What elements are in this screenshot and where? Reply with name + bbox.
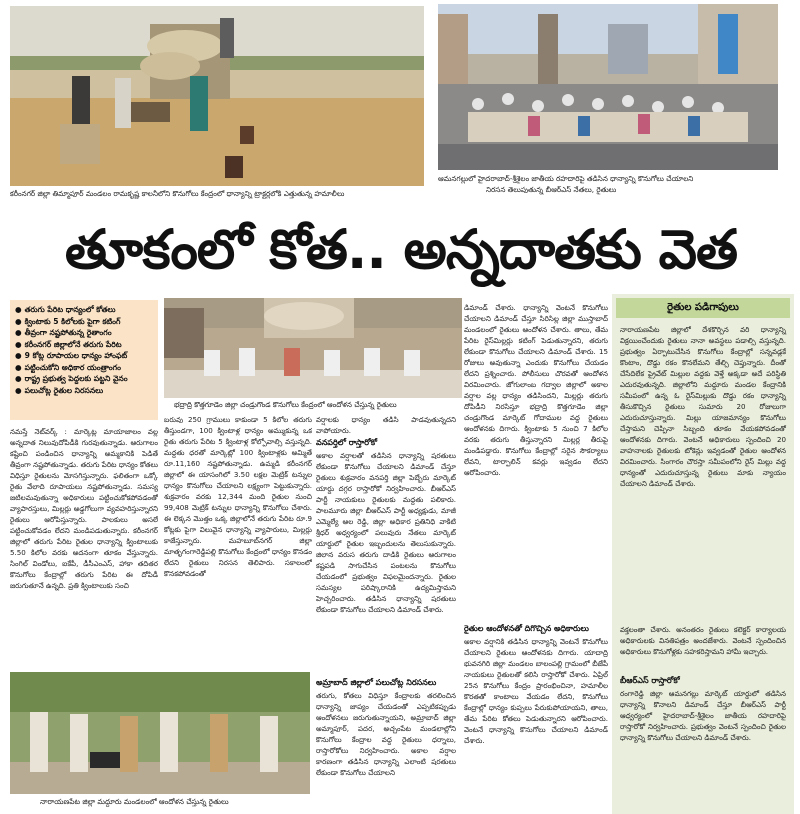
photo-tractor-loading (10, 6, 424, 186)
article-paragraph: నమస్తే నెట్‌వర్క్‌ : మార్కెట్ల మాయాజాలం వల్ల అన్నదాత నిలువుదోపిడీకి గురవుతున్నాడు. ఆరుగాలం కష్టించి పండించిన ధాన్యాన్ని అమ్మకానికి పెడితే తీవ్రంగా నష్టపోతున్నాడు. తరుగు పేరిట ధాన్యం కోతలు విధిస్తూ రైతులను మోసగిస్తున్నారు. ఫలితంగా ఒక్కో రైతు వేలాది రూపాయలు నష్టపోతున్నాడు. సమస్య జటిలమవుతున్నా అధికారులు పట్టించుకోకపోవడంతో వ్యాపారస్తులు, మిల్లర్లు అడ్డగోలుగా వ్యవహరిస్తున్నారని రైతులు ఆరోపిస్తున్నారు. పాలకులు అసలే పట్టించుకోవడం లేదని మండిపడుతున్నారు. కరీంనగర్‌ జిల్లాలో తరుగు పేరిట రైతుల ధాన్యాన్ని క్వింటాలుకు 5.50 కిలోల వరకు అదనంగా తూకం వేస్తున్నారు. సింగిల్‌ విండోలు, ఐకేపీ, డీసీఎంఎస్‌, హాకా తదితర కొనుగోలు కేంద్రాల్లో తరుగు పేరిట ఈ దోపిడీ జరుగుతూనే ఉన్నది. ప్రతి క్వింటాలుకు సంచి (10, 427, 158, 590)
caption-top-right-line2: నిరసన తెలుపుతున్న బీఆర్‌ఎస్‌ నేతలు, రైతులు (486, 185, 617, 194)
highlight-item: ● పలుచోట్ల రైతుల నిరసనలు (15, 385, 104, 395)
sidebar-text (612, 672, 794, 802)
highlight-item: ● క్వింటాకు 5 కిలోలకు పైగా కటింగ్‌ (15, 316, 121, 326)
sidebar-farmers-waiting (612, 294, 794, 814)
subheading-officers: రైతుల ఆందోళనతో దిగొచ్చిన అధికారులు (464, 624, 589, 633)
article-paragraph: అకాల వర్షానికి తడిసిన ధాన్యాన్ని వెంటనే కొనుగోలు చేయాలని రైతులు ఆందోళనకు దిగారు. యాదాద్రి భువనగిరి జిల్లా మండలం బాలంపల్లి గ్రామంలో బీజేపీ నాయకులు రైతులతో కలిసి రాస్తారోకో చేశారు. ఏప్రిల్‌ 25న కొనుగోలు కేంద్రం ప్రారంభించినా, హమాలీల కొరతతో కాంటాలు వేయడం లేదని, కొనుగోలు కేంద్రాల్లో ధాన్యం కుప్పలు పేరుకుపోయాయని, తాలు, తేమ పేరిట కోతలు పెడుతున్నారని ఆరోపించారు. వెంటనే ధాన్యాన్ని కొనుగోలు చేయాలని డిమాండ్‌ చేశారు. (464, 637, 608, 745)
highlight-item: ● 9 కోట్ల రూపాయల ధాన్యం హాంఫట్‌ (15, 351, 128, 360)
article-column-3 (316, 414, 456, 814)
highlight-item: ● తరుగు పేరిట ధాన్యంలో కోతలు (15, 305, 116, 314)
highlight-item: ● పట్టించుకోని అధికార యంత్రాంగం (15, 362, 121, 372)
article-column-1 (10, 426, 158, 670)
photo-farmers-sitting (164, 298, 462, 398)
article-paragraph: తరుగు, కోతలు విధిస్తూ కేంద్రాలకు తరలించిన ధాన్యాన్ని జాప్యం చేయడంతో ఎప్పటికప్పుడు ఆందోళనలు జరుగుతున్నాయని, అమ్రాబాద్‌ జిల్లా అమ్మాపూర్‌, పదర, అచ్చంపేట మండలాల్లోని కొనుగోలు కేంద్రాల వద్ద రైతులు ధర్నాలు, రాస్తారోకోలు నిర్వహించారు. అకాల వర్షాల కారణంగా తడిసిన ధాన్యాన్ని ఎలాంటి షరతులు లేకుండా కొనుగోలు చేయాలని (316, 691, 456, 777)
subheading-brs-roko: బీఆర్‌ఎస్‌ రాస్తారోకో (620, 676, 680, 685)
article-paragraph: నారాయణపేట జిల్లాలో దేశకొర్చిన వరి ధాన్యాన్ని విక్రయించేందుకు రైతులు నానా అవస్థలు పడాల్సి వస్తున్నది. ప్రభుత్వం ఏర్పాటుచేసిన కొనుగోలు కేంద్రాల్లో సన్నవడ్లకే కొంటాం, దొడ్డు రకం కొనలేమని తేల్చి చెప్తున్నారు. దీంతో చేసేదిలేక ప్రైవేట్‌ మిల్లుల వద్దకు వెళ్తే అక్కడా అదే పరిస్థితి ఎదురవుతున్నది. జిల్లాలోని మద్దూరు మండల కేంద్రానికి సమీపంలో ఉన్న ఓ రైస్‌మిల్లుకు దొడ్డు రకం ధాన్యాన్ని తీసుకొచ్చిన రైతులు సుమారు 20 రోజులుగా ఎదురుచూస్తున్నారు. మిల్లు యాజమాన్యం కొనుగోలు చేస్తామని చెప్పినా సిబ్బంది తూకం వేయకపోవడంతో ఆందోళనకు దిగారు. వెంటనే అధికారులు స్పందించి 20 వాహనాలకు రైతులకు టోకెన్లు ఇవ్వడంతో రైతుల ఆందోళన విరమించారు. సింగారం చౌరస్తా సమీపంలోని రైస్‌ మిల్లు వద్ద ధాన్యంతో ఎదురుచూస్తున్న రైతులు మాకు న్యాయం చేయాలని డిమాండ్‌ చేశారు. (620, 325, 786, 488)
photo-highway-protest (438, 4, 778, 170)
photo-maddur-protest (10, 672, 310, 794)
headline: తూకంలో కోత.. అన్నదాతకు వెత (64, 218, 738, 281)
article-paragraph: అకాల వర్షాలతో తడిసిన ధాన్యాన్ని షరతులు లేకుండా కొనుగోలు చేయాలని డిమాండ్‌ చేస్తూ రైతులు శుక్రవారం వనపర్తి జిల్లా పెబ్బేరు మార్కెట్‌ యార్డు దగ్గర రాస్తారోకో నిర్వహించారు. బీఆర్‌ఎస్‌ పార్టీ నాయకులు రైతులకు మద్దతు పలికారు. పాలమూరు జిల్లా బీఆర్‌ఎస్‌ పార్టీ అధ్యక్షుడు, మాజీ ఎమ్మెల్యే ఆల రెడ్డి, జిల్లా అధికార ప్రతినిధి వాకిటి శ్రీధర్‌ అధ్వర్యంలో పలువురు నేతలు మార్కెట్‌ యార్డులో రైతుల ఇబ్బందులను తెలుసుకున్నారు. జిలాన వరుస తరుగు దాడికి రైతులు ఆరుగాలం కష్టపడి సాగుచేసిన పంటలను కొనుగోలు చేయడంలో ప్రభుత్వం విఫలమైందన్నారు. రైతుల సమస్యల పరిష్కారానికి ఉద్యమిస్తామని హెచ్చరించారు. తడిసిన ధాన్యాన్ని షరతులు లేకుండా కొనుగోలు చేయాలని డిమాండ్‌ చేశారు. (316, 451, 456, 614)
article-paragraph: డిమాండ్‌ చేశారు. ధాన్యాన్ని వెంటనే కొనుగోలు చేయాలని డిమాండ్‌ చేస్తూ సిరిసిల్ల జిల్లా ముస్తాబాద్‌ మండలంలో రైతులు ఆందోళన చేశారు. తాలు, తేమ పేరిట రైస్‌మిల్లర్లు కటింగ్‌ పెడుతున్నారని, తరుగు లేకుండా కొనుగోలు చేయాలని డిమాండ్‌ చేశారు. 15 రోజులు అవుతున్నా ఎందుకు కొనుగోలు చేయడం లేదని ప్రశ్నించారు. పోలీసులు చొరవతో ఆందోళన విరమించారు. జోగులాంబ గద్వాల జిల్లాలో అకాల వర్షాల వల్ల ధాన్యం తడిసిందని, మిల్లర్లు తరుగు దోపిడీని నిరసిస్తూ భద్రాద్రి కొత్తగూడెం జిల్లా చండ్రుగొండ మార్కెట్‌ గోదాముల వద్ద రైతులు ఆందోళనకు దిగారు. క్వింటాకు 5 నుంచి 7 కిలోల వరకు తరుగు తీస్తున్నారని మిల్లర్ల తీరుపై మండిపడ్డారు. కొనుగోలు కేంద్రాల్లో సరైన సౌకర్యాలు లేవని, టార్పాలిన్‌ కవర్లు ఇవ్వడం లేదని ఆరోపించారు. (464, 303, 608, 477)
subheading-amrabad: అమ్రాబాద్ జిల్లాలో పలుచోట్ల నిరసనలు (316, 678, 437, 687)
article-column-4 (464, 302, 608, 814)
caption-top-right-line1: ఆమనగల్లులో హైదరాబాద్‌-శ్రీశైలం జాతీయ రహదారిపై తడిసిన ధాన్యాన్ని కొనుగోలు చేయాలని (438, 174, 694, 183)
highlights-box (10, 300, 158, 420)
caption-top-left: కరీంనగర్ జిల్లా తిమ్మాపూర్ మండలం రామకృష్ణ కాలనీలోని కొనుగోలు కేంద్రంలో ధాన్యాన్ని ట్రాక్టర్లలోకి ఎత్తుతున్న హమాలీలు (10, 189, 345, 198)
article-paragraph: రంగారెడ్డి జిల్లా ఆమనగల్లు మార్కెట్‌ యార్డులో తడిసిన ధాన్యాన్ని కొనాలని డిమాండ్‌ చేస్తూ బీఆర్‌ఎస్‌ పార్టీ ఆధ్వర్యంలో హైదరాబాద్‌-శ్రీశైలం జాతీయ రహదారిపై రాస్తారోకో నిర్వహించారు. ప్రభుత్వం వెంటనే స్పందించి రైతుల ధాన్యాన్ని కొనుగోలు చేయాలని డిమాండ్‌ చేశారు. (620, 689, 786, 742)
sidebar-title: రైతుల పడిగాపులు (616, 298, 790, 318)
highlight-item: ● తీవ్రంగా నష్టపోతున్న రైతాంగం (15, 328, 112, 337)
article-paragraph: వర్షాలకు ధాన్యం తడిసి పాడవుతున్నదని వాపోయారు. (316, 415, 456, 435)
sidebar-text (612, 622, 794, 672)
highlight-item: ● రాష్ట్ర ప్రభుత్వ పెద్దలకు పట్టని వైనం (15, 374, 128, 383)
caption-bottom-left: నారాయణపేట జిల్లా మద్దూరు మండలంలో ఆందోళన చేస్తున్న రైతులు (40, 797, 229, 806)
article-paragraph: వక్తలంతా చేశారు. అనంతరం రైతులు కలెక్టర్‌ కార్యాలయ అధికారులకు వినతిపత్రం అందజేశారు. వెంటనే స్పందించిన అధికారులు కొనుగోళ్లకు సహకరిస్తామని హామీ ఇచ్చారు. (620, 625, 786, 656)
sidebar-text (612, 322, 794, 622)
article-paragraph: బరువు 250 గ్రాములు కాకుండా 5 కిలోల తరుగు తీస్తుండగా, 100 క్వింటాళ్ల ధాన్యం అమ్ముకున్న ఒక రైతు తరుగు పేరిట 5 క్వింటాళ్ల కోల్పోవాల్సి వస్తున్నది. మద్దతు ధరతో మార్కెట్లో 100 క్వింటాళ్లకు అమ్మితే రూ.11,160 నష్టపోతున్నాడు. ఉమ్మడి కరీంనగర్‌ జిల్లాలో ఈ యాసంగిలో 3.50 లక్షల మెట్రిక్‌ టన్నుల ధాన్యం కొనుగోలు చేయాలని లక్ష్యంగా పెట్టుకున్నారు. శుక్రవారం వరకు 12,344 మంది రైతుల నుంచి 99,408 మెట్రిక్‌ టన్నుల ధాన్యాన్ని కొనుగోలు చేశారు. ఈ లెక్కన మొత్తం ఒక్క జిల్లాలోనే తరుగు పేరిట రూ.9 కోట్లకు పైగా విలువైన ధాన్యాన్ని వ్యాపారులు, మిల్లర్లు కాజేస్తున్నారు. మహబూబ్‌నగర్‌ జిల్లా మాతృగంగారెడ్డిపల్లి కొనుగోలు కేంద్రంలో ధాన్యం కొనడం లేదని రైతులు నిరసన తెలిపారు. సకాలంలో కొనకపోవడంతో (164, 415, 312, 578)
caption-middle: భద్రాద్రి కొత్తగూడెం జిల్లా చండ్రుగొండ కొనుగోలు కేంద్రంలో ఆందోళన చేస్తున్న రైతులు (174, 400, 397, 409)
subheading-rasta-roko: వనపర్తిలో రాస్తారోకో (316, 438, 378, 447)
article-column-2 (164, 414, 312, 670)
highlight-item: ● కరీంనగర్‌ జిల్లాలోనే తరుగు పేరిట (15, 339, 122, 349)
